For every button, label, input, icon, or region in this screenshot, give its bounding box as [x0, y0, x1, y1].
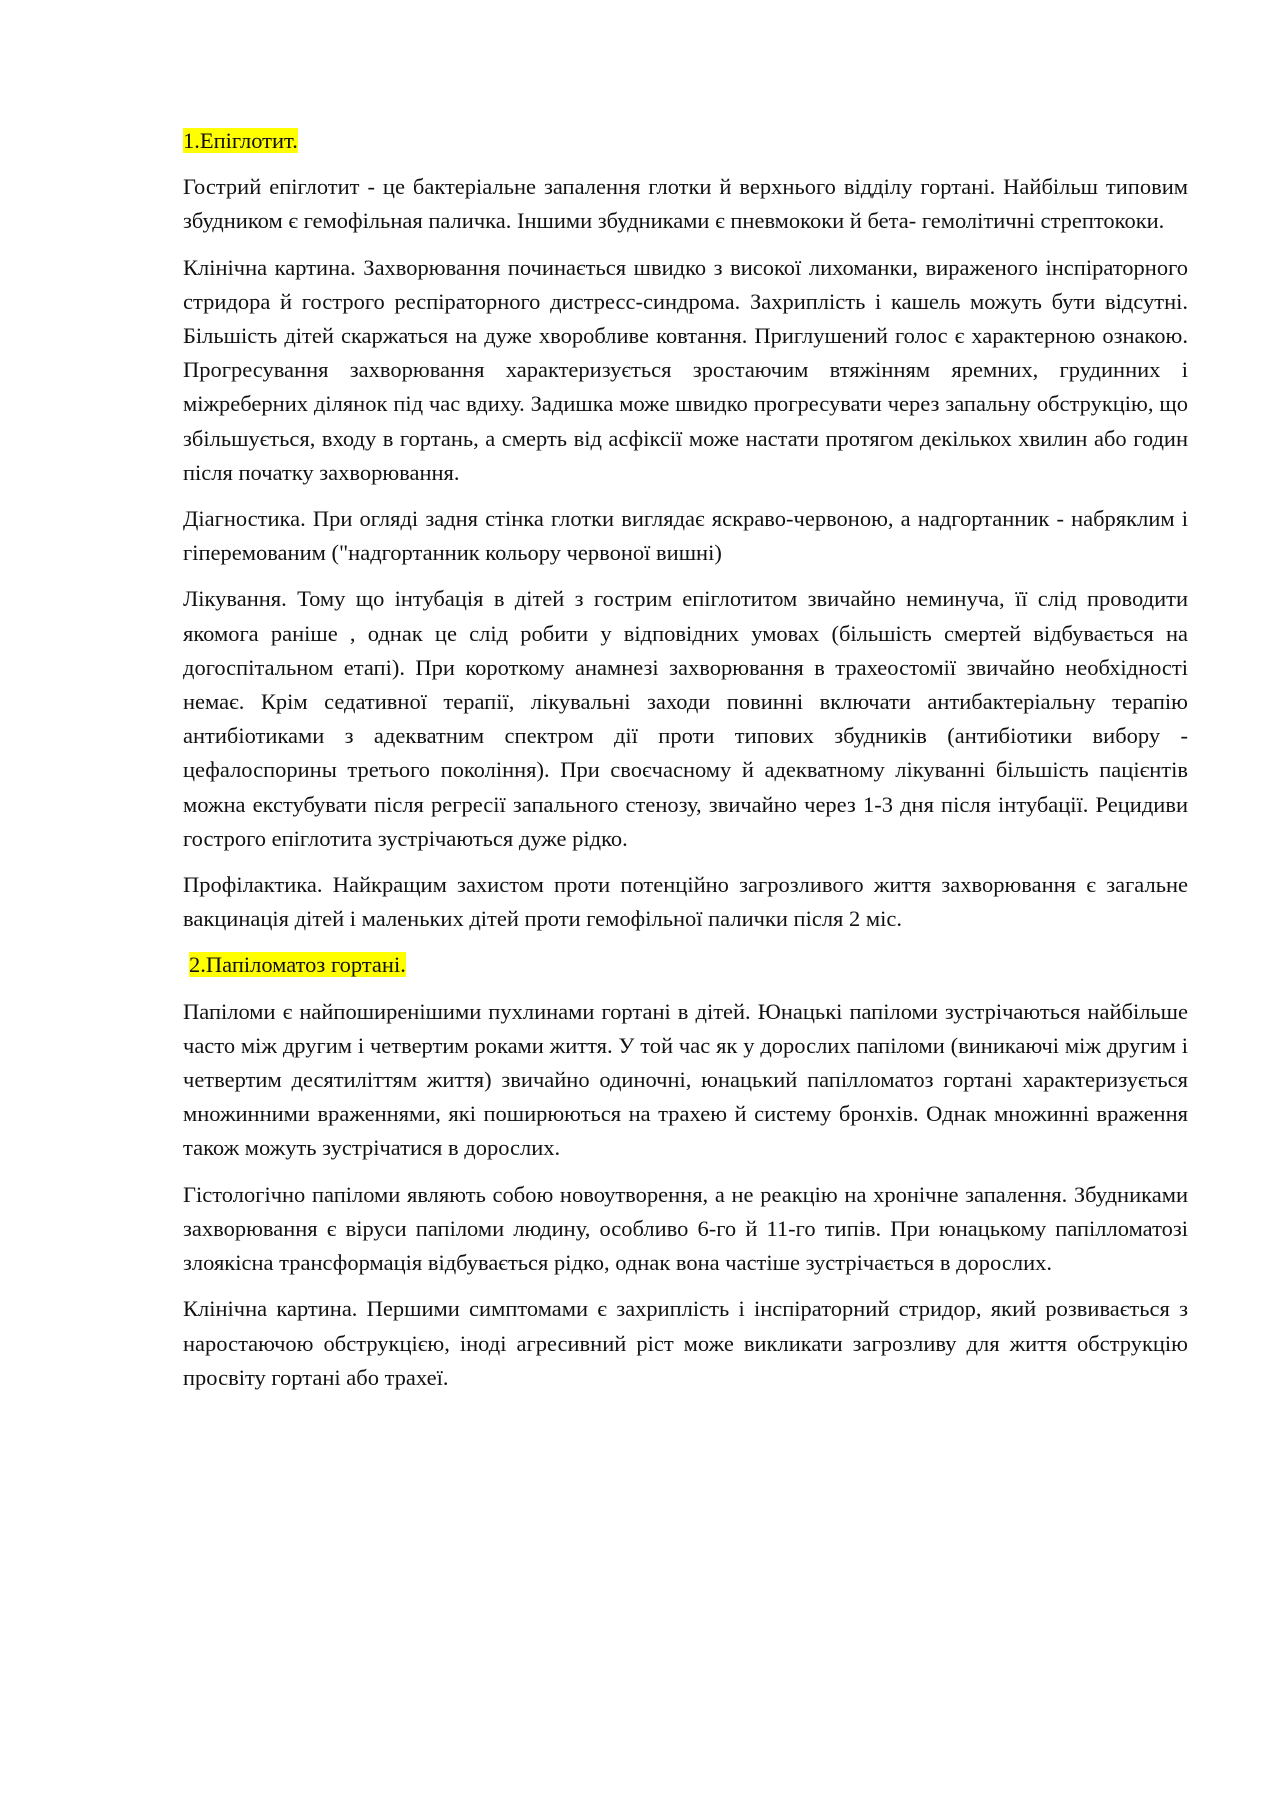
section-heading-epiglottitis: [183, 124, 1188, 158]
highlighted-heading-text: 2.Папіломатоз гортані.: [189, 952, 406, 978]
paragraph-diagnostics: Діагностика. При огляді задня стінка глотки виглядає яскраво-червоною, а надгортанник - набряклим і гіперемованим ("надгортанник кольору червоної вишні): [183, 506, 1188, 566]
paragraph-histology: Гістологічно папіломи являють собою новоутворення, а не реакцію на хронічне запалення. Збудниками захворювання є віруси папіломи людину, особливо 6-го й 11-го типів. При юнацькому папілломатозі злоякісна трансформація відбувається рідко, однак вона частіше зустрічається в дорослих.: [183, 1181, 1188, 1276]
highlighted-heading-text: 1.Епіглотит.: [183, 128, 298, 153]
document-body: [183, 124, 1188, 1407]
paragraph-clinical-picture: Клінічна картина. Захворювання починається швидко з високої лихоманки, вираженого інспіраторного стридора й гострого респіраторного дистресс-синдрома. Захриплість і кашель можуть бути відсутні. Більшість дітей скаржаться на дуже хворобливе ковтання. Приглушений голос є характерною ознакою. Прогресування захворювання характеризується зростаючим втяжінням яремних, грудинних і міжреберних ділянок під час вдиху. Задишка може швидко прогресувати через запальну обструкцію, що збільшується, входу в гортань, а смерть від асфіксії може настати протягом декількох хвилин або годин після початку захворювання.: [183, 254, 1188, 485]
paragraph-papilloma-overview: Папіломи є найпоширенішими пухлинами гортані в дітей. Юнацькі папіломи зустрічаються найбільше часто між другим і четвертим роками життя. У той час як у дорослих папіломи (виникаючі між другим і четвертим десятиліттям життя) звичайно одиночні, юнацький папілломатоз гортані характеризується множинними враженнями, які поширюються на трахею й систему бронхів. Однак множинні враження також можуть зустрічатися в дорослих.: [183, 998, 1188, 1161]
section-heading-papillomatosis: [183, 948, 1188, 982]
paragraph-treatment: Лікування. Тому що інтубація в дітей з гострим епіглотитом звичайно неминуча, її слід проводити якомога раніше , однак це слід робити у відповідних умовах (більшість смертей відбувається на догоспітальном етапі). При короткому анамнезі захворювання в трахеостомії звичайно необхідності немає. Крім седативної терапії, лікувальні заходи повинні включати антибактеріальну терапію антибіотиками з адекватним спектром дії проти типових збудників (антибіотики вибору - цефалоспорины третього покоління). При своєчасному й адекватному лікуванні більшість пацієнтів можна екстубувати після регресії запального стенозу, звичайно через 1-3 дня після інтубації. Рецидиви гострого епіглотита зустрічаються дуже рідко.: [183, 586, 1188, 851]
paragraph-papilloma-clinical-picture: Клінічна картина. Першими симптомами є захриплість і інспіраторний стридор, який розвивається з наростаючою обструкцією, іноді агресивний ріст може викликати загрозливу для життя обструкцію просвіту гортані або трахеї.: [183, 1296, 1188, 1390]
paragraph-prevention: Профілактика. Найкращим захистом проти потенційно загрозливого життя захворювання є загальне вакцинація дітей і маленьких дітей проти гемофільної палички після 2 міс.: [183, 872, 1188, 932]
paragraph-definition: Гострий епіглотит - це бактеріальне запалення глотки й верхнього відділу гортані. Найбільш типовим збудником є гемофільная паличка. Іншими збудниками є пневмококи й бета- гемолітичні стрептококи.: [183, 174, 1188, 234]
